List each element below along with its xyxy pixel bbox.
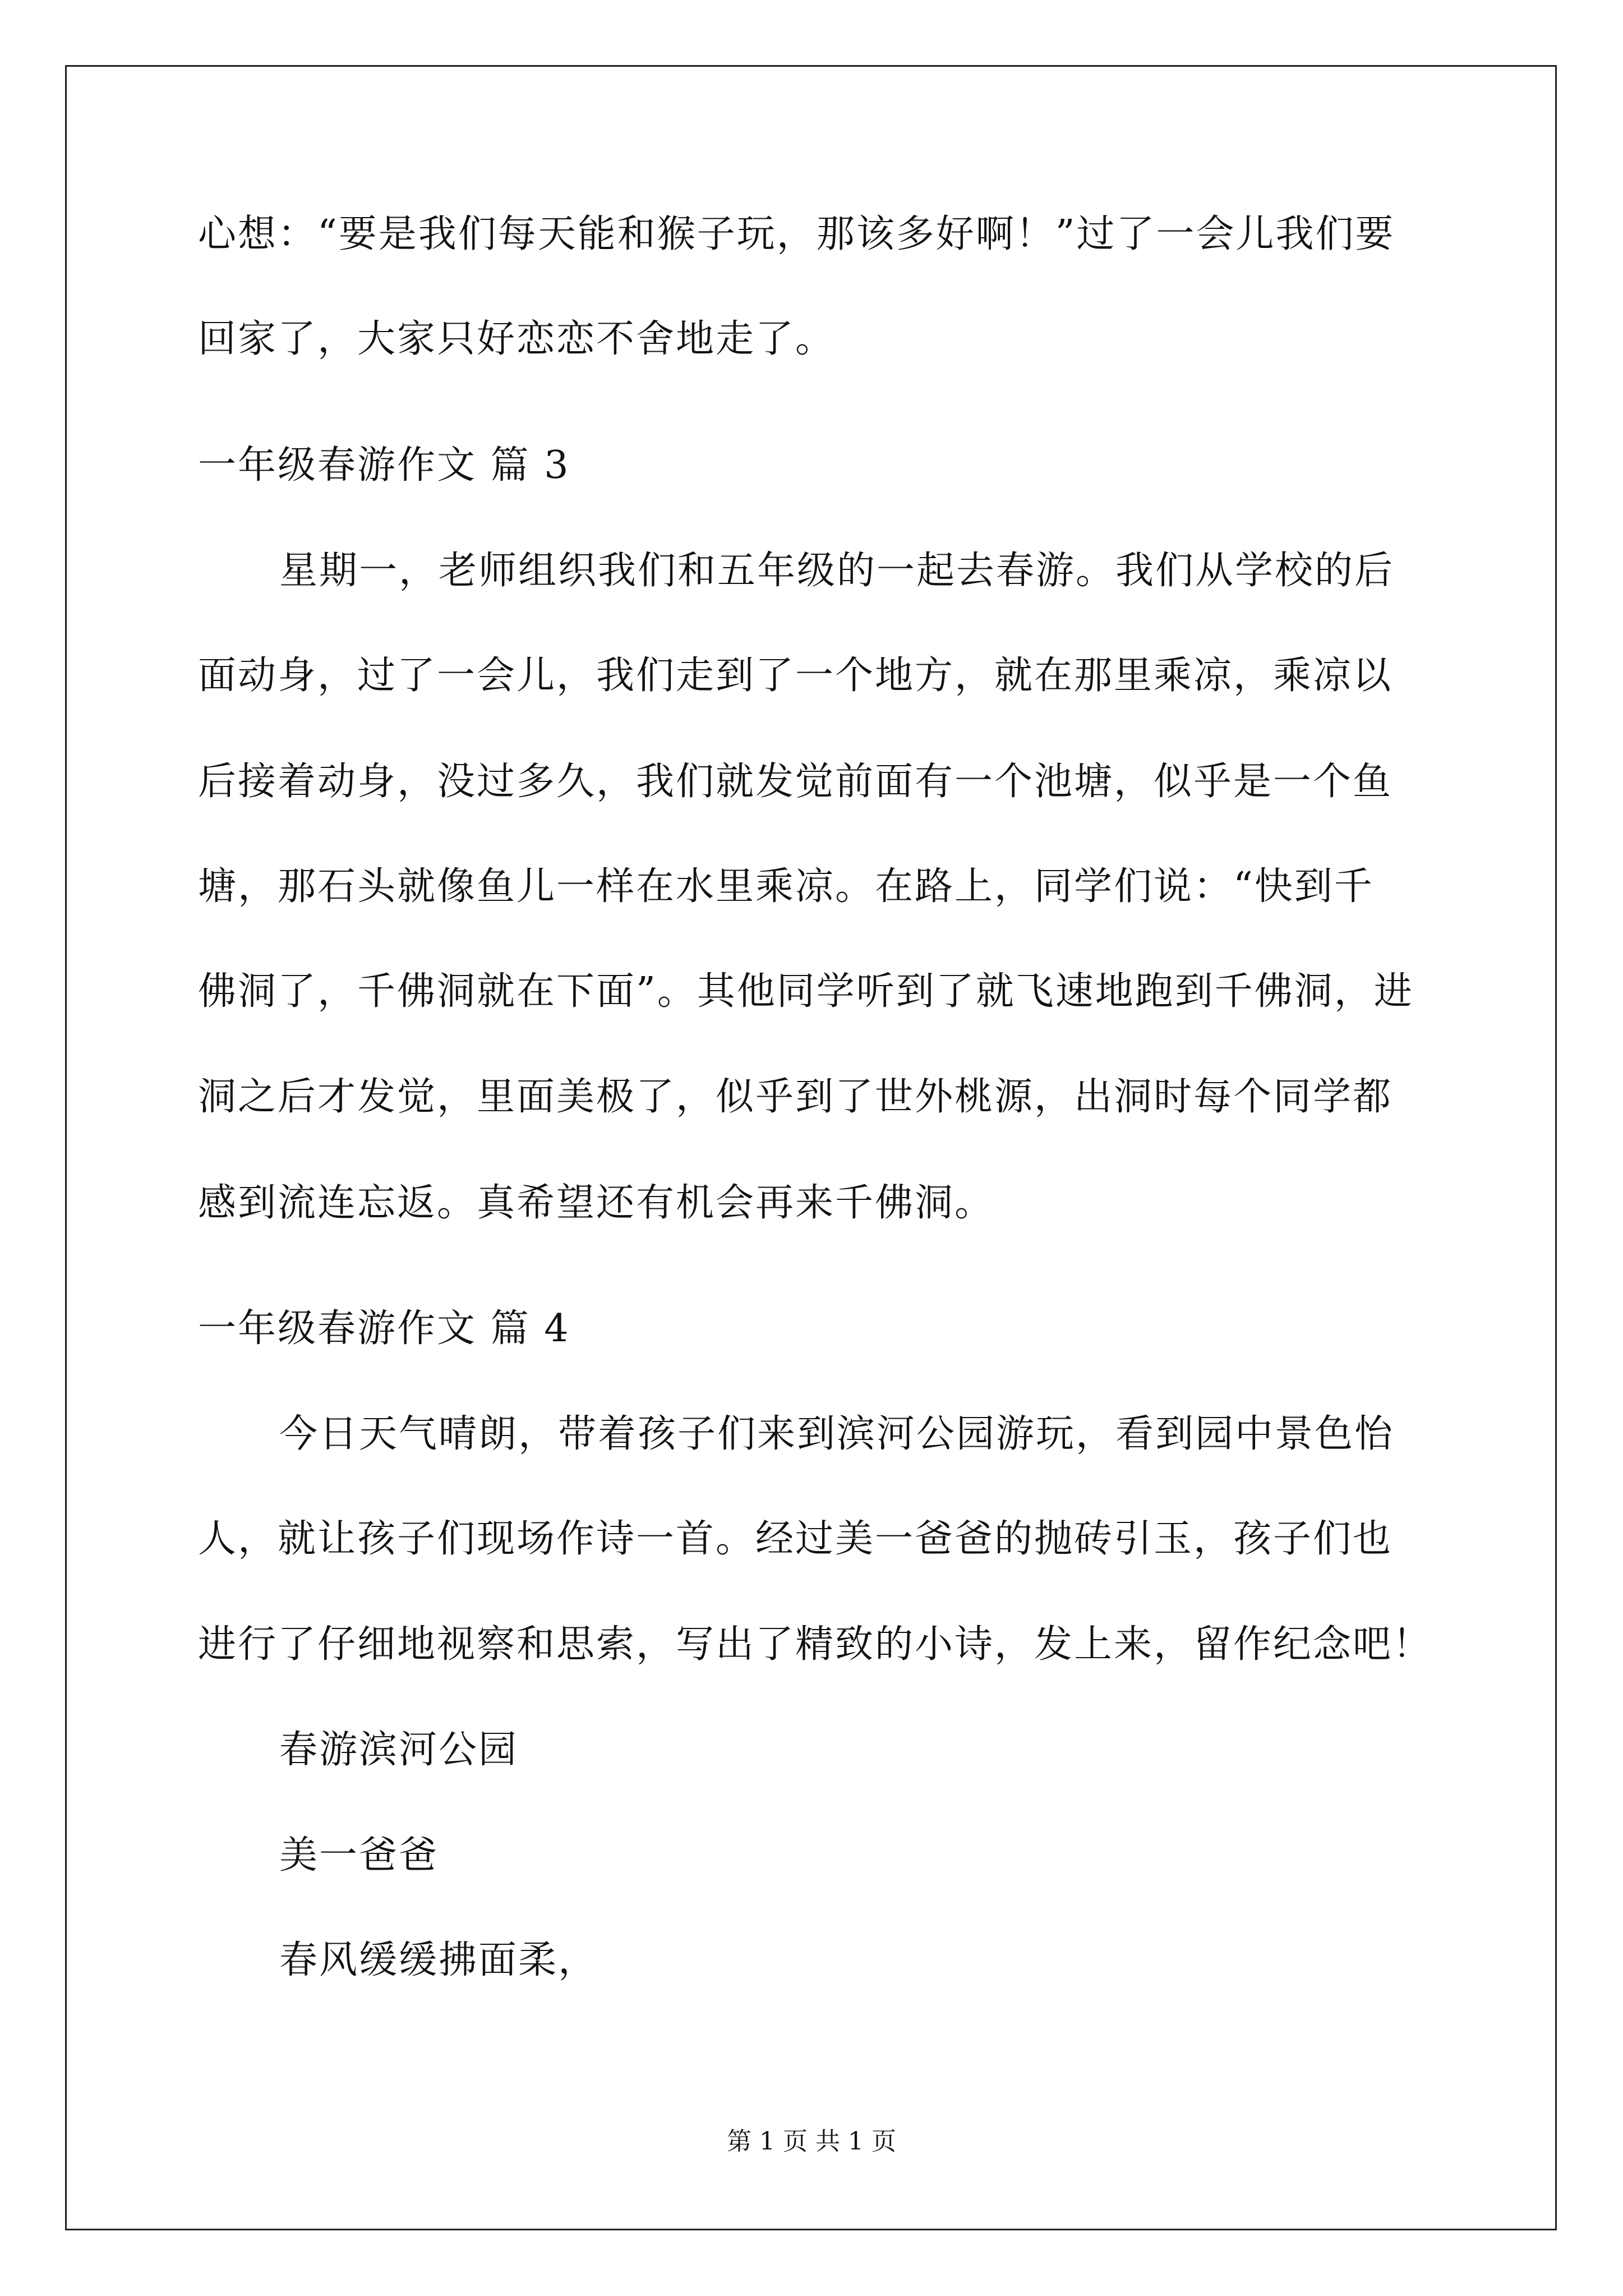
- poem-author: 美一爸爸: [279, 1833, 439, 1878]
- poem-line: 春风缓缓拂面柔，: [279, 1938, 598, 1982]
- paragraph-line: 佛洞了，千佛洞就在下面”。其他同学听到了就飞速地跑到千佛洞，进: [198, 969, 1414, 1014]
- paragraph-line: 感到流连忘返。真希望还有机会再来千佛洞。: [198, 1181, 995, 1225]
- paragraph-line: 今日天气晴朗，带着孩子们来到滨河公园游玩，看到园中景色怡: [279, 1412, 1395, 1456]
- paragraph-line: 回家了，大家只好恋恋不舍地走了。: [198, 317, 836, 361]
- paragraph-line: 心想：“要是我们每天能和猴子玩，那该多好啊！”过了一会儿我们要: [198, 212, 1395, 256]
- paragraph-line: 塘，那石头就像鱼儿一样在水里乘凉。在路上，同学们说：“快到千: [198, 864, 1374, 909]
- paragraph-line: 后接着动身，没过多久，我们就发觉前面有一个池塘，似乎是一个鱼: [198, 760, 1393, 804]
- paragraph-line: 面动身，过了一会儿，我们走到了一个地方，就在那里乘凉，乘凉以: [198, 654, 1393, 698]
- page-footer: 第 1 页 共 1 页: [727, 2127, 896, 2156]
- paragraph-line: 进行了仔细地视察和思索，写出了精致的小诗，发上来，留作纪念吧！: [198, 1622, 1433, 1667]
- paragraph-line: 人，就让孩子们现场作诗一首。经过美一爸爸的抛砖引玉，孩子们也: [198, 1517, 1393, 1561]
- section-heading-3: 一年级春游作文 篇 3: [198, 443, 570, 487]
- page-border: [65, 65, 1557, 2230]
- paragraph-line: 星期一，老师组织我们和五年级的一起去春游。我们从学校的后: [279, 549, 1395, 593]
- section-heading-4: 一年级春游作文 篇 4: [198, 1306, 570, 1351]
- poem-title: 春游滨河公园: [279, 1728, 519, 1772]
- paragraph-line: 洞之后才发觉，里面美极了，似乎到了世外桃源，出洞时每个同学都: [198, 1075, 1393, 1119]
